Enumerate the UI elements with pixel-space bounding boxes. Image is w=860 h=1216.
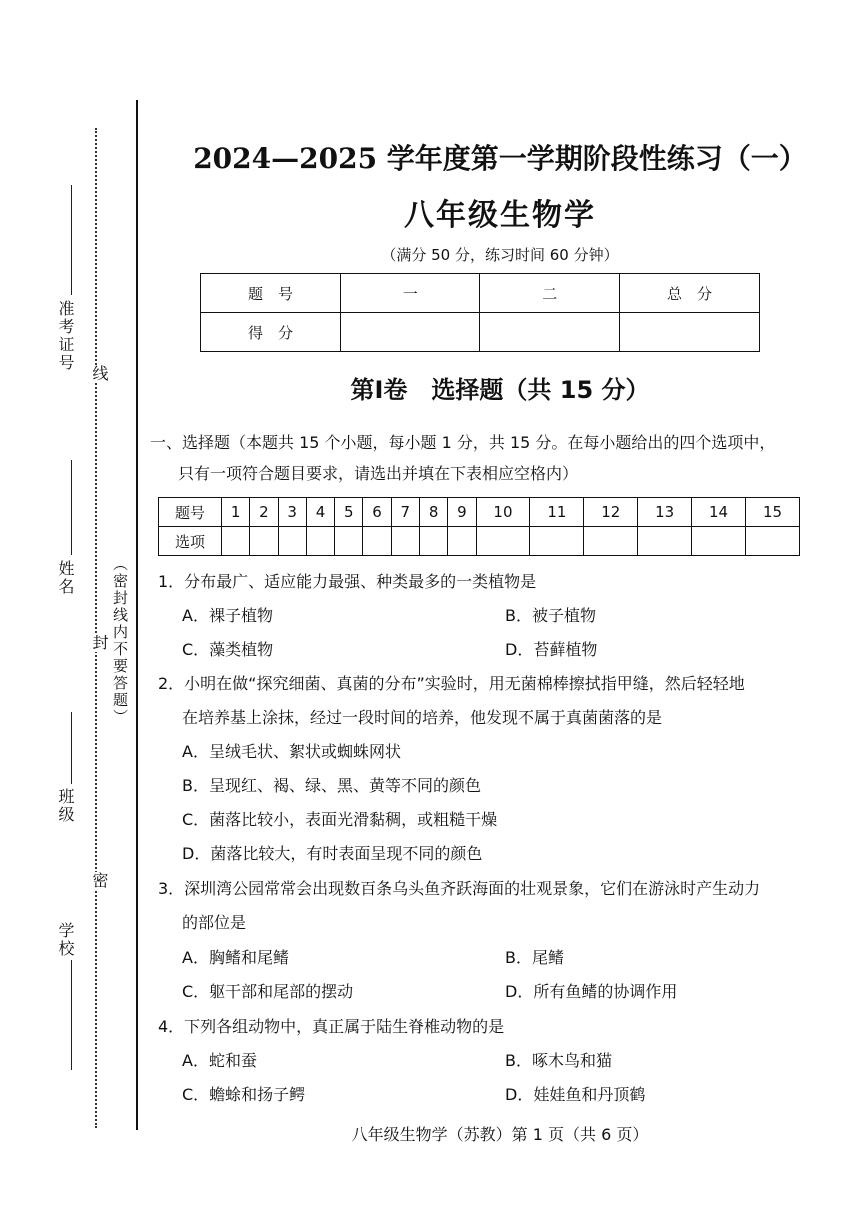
subject-title: 八年级生物学 [404,198,596,233]
name-blank [71,460,72,555]
class-blank [71,712,72,784]
seal-dotted-line [95,128,97,1128]
instructions-line-2: 只有一项符合题目要求，请选出并填在下表相应空格内） [178,464,579,483]
answer-number-cell: 6 [363,498,391,527]
answer-number-row [159,498,800,527]
answer-choice-cell[interactable] [692,527,746,556]
score-cell: 一 [340,274,480,313]
answer-label-cell: 题号 [159,498,222,527]
exam-number-blank [71,185,72,295]
answer-number-cell: 1 [222,498,250,527]
q4-option-a: A．蛇和蚕 [182,1051,257,1070]
answer-choice-cell[interactable] [584,527,638,556]
q1-stem: 1．分布最广、适应能力最强、种类最多的一类植物是 [158,572,537,591]
answer-choice-cell[interactable] [745,527,799,556]
q2-option-c: C．菌落比较小，表面光滑黏稠，或粗糙干燥 [182,810,498,829]
answer-number-cell: 3 [278,498,306,527]
no-answer-note: （密封线内不要答题） [111,556,129,726]
answer-choice-cell[interactable] [530,527,584,556]
q3-stem-line-1: 3．深圳湾公园常常会出现数百条乌头鱼齐跃海面的壮观景象，它们在游泳时产生动力 [158,879,761,898]
q3-option-d: D．所有鱼鳍的协调作用 [505,982,678,1001]
answer-choice-cell[interactable] [363,527,391,556]
answer-choice-cell[interactable] [306,527,334,556]
q3-stem-line-2: 的部位是 [182,913,247,932]
score-value-row [201,313,760,352]
seal-secret-char: 密 [90,872,109,890]
answer-choice-cell[interactable] [250,527,278,556]
answer-choice-cell[interactable] [335,527,363,556]
score-cell: 题 号 [201,274,341,313]
score-cell: 总 分 [620,274,760,313]
q3-option-b: B．尾鳍 [505,948,564,967]
answer-choice-cell[interactable] [448,527,476,556]
page-footer: 八年级生物学（苏教）第 1 页（共 6 页） [351,1125,649,1144]
score-cell[interactable] [340,313,480,352]
q4-option-b: B．啄木鸟和猫 [505,1051,612,1070]
answer-label-cell: 选项 [159,527,222,556]
score-cell: 得 分 [201,313,341,352]
q1-option-a: A．裸子植物 [182,606,273,625]
score-cell[interactable] [620,313,760,352]
seal-seal-char: 封 [90,634,109,652]
score-header-row [201,274,760,313]
answer-choice-cell[interactable] [476,527,530,556]
answer-number-cell: 10 [476,498,530,527]
seal-line-char: 线 [90,365,109,383]
answer-choice-cell[interactable] [391,527,419,556]
answer-number-cell: 15 [745,498,799,527]
instructions-line-1: 一、选择题（本题共 15 个小题，每小题 1 分，共 15 分。在每小题给出的四个选项中， [150,433,776,452]
q2-option-b: B．呈现红、褐、绿、黑、黄等不同的颜色 [182,776,481,795]
section-title: 第Ⅰ卷 选择题（共 15 分） [350,376,650,404]
answer-number-cell: 8 [419,498,447,527]
answer-number-cell: 5 [335,498,363,527]
answer-choice-cell[interactable] [638,527,692,556]
q1-option-b: B．被子植物 [505,606,596,625]
q4-stem: 4．下列各组动物中，真正属于陆生脊椎动物的是 [158,1017,505,1036]
score-cell[interactable] [480,313,620,352]
q4-option-c: C．蟾蜍和扬子鳄 [182,1085,306,1104]
school-blank [71,960,72,1070]
answer-number-cell: 13 [638,498,692,527]
q1-option-d: D．苔藓植物 [505,640,598,659]
answer-number-cell: 14 [692,498,746,527]
exam-title: 2024—2025 学年度第一学期阶段性练习（一） [193,142,807,175]
answer-choice-row [159,527,800,556]
score-cell: 二 [480,274,620,313]
answer-number-cell: 11 [530,498,584,527]
answer-number-cell: 2 [250,498,278,527]
score-table [200,273,760,352]
margin-rule [136,100,138,1130]
answer-number-cell: 7 [391,498,419,527]
answer-choice-cell[interactable] [278,527,306,556]
q2-stem-line-1: 2．小明在做“探究细菌、真菌的分布”实验时，用无菌棉棒擦拭指甲缝，然后轻轻地 [158,674,745,693]
q1-option-c: C．藻类植物 [182,640,274,659]
q3-option-a: A．胸鳍和尾鳍 [182,948,289,967]
q2-option-a: A．呈绒毛状、絮状或蜘蛛网状 [182,742,401,761]
name-label: 姓名 [56,560,75,596]
q4-option-d: D．娃娃鱼和丹顶鹤 [505,1085,646,1104]
answer-choice-cell[interactable] [222,527,250,556]
q2-option-d: D．菌落比较大，有时表面呈现不同的颜色 [182,844,483,863]
exam-meta: （满分 50 分，练习时间 60 分钟） [381,246,619,264]
answer-table [158,497,800,556]
answer-number-cell: 9 [448,498,476,527]
class-label: 班级 [56,788,75,824]
answer-number-cell: 4 [306,498,334,527]
answer-choice-cell[interactable] [419,527,447,556]
answer-number-cell: 12 [584,498,638,527]
q3-option-c: C．躯干部和尾部的摆动 [182,982,354,1001]
exam-number-label: 准考证号 [56,300,75,372]
school-label: 学校 [56,922,75,958]
q2-stem-line-2: 在培养基上涂抹，经过一段时间的培养，他发现不属于真菌菌落的是 [182,708,663,727]
